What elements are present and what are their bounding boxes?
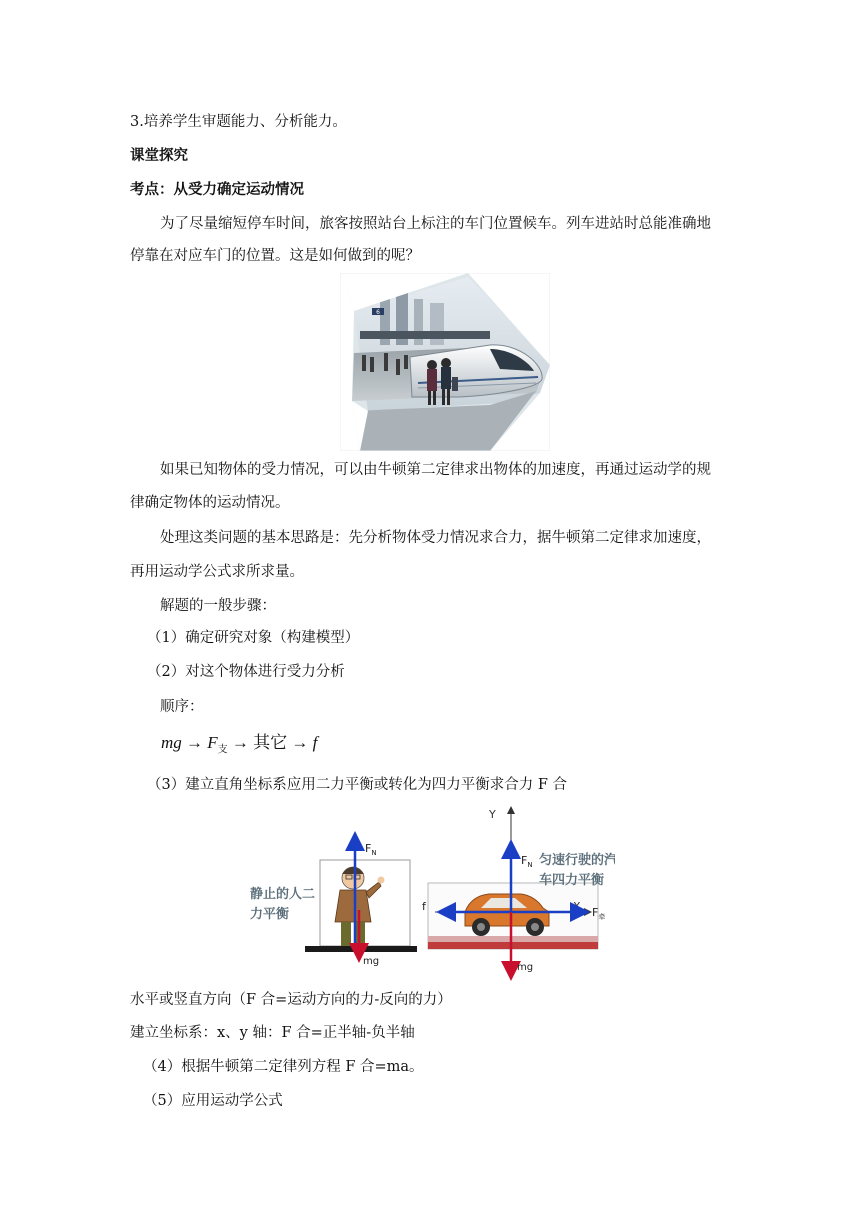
step-4: （4）根据牛顿第二定律列方程 F 合=ma。: [143, 1059, 424, 1075]
formula-arrow-1: →: [186, 733, 204, 752]
formula-friction: f: [312, 733, 318, 752]
car-fn-label: $F_N$: [521, 854, 533, 869]
formula-f-support: F: [207, 733, 218, 752]
paragraph-1-line-1: 为了尽量缩短停车时间，旅客按照站台上标注的车门位置候车。列车进站时总能准确地: [160, 216, 711, 232]
car-traction-label: $F_牵$: [592, 906, 606, 921]
force-order-formula: [161, 733, 317, 760]
platform-sign: 6: [376, 309, 380, 316]
paragraph-1-line-2: 停靠在对应车门的位置。这是如何做到的呢？: [130, 248, 420, 264]
paragraph-3-line-1: 处理这类问题的基本思路是：先分析物体受力情况求合力，据牛顿第二定律求加速度，: [160, 530, 711, 546]
person-caption-line-2: 力平衡: [250, 907, 290, 922]
car-caption-line-1: 匀速行驶的汽: [539, 853, 615, 868]
step-3: （3）建立直角坐标系应用二力平衡或转化为四力平衡求合力 F 合: [147, 777, 568, 793]
formula-arrow-2: →: [231, 733, 249, 752]
paragraph-2-line-1: 如果已知物体的受力情况，可以由牛顿第二定律求出物体的加速度，再通过运动学的规: [160, 462, 711, 478]
person-caption-line-1: 静止的人二: [250, 887, 316, 902]
car-f-label: f: [422, 900, 426, 913]
y-axis-label: Y: [489, 808, 496, 821]
person-mg-label: mg: [363, 956, 380, 967]
car-caption-line-2: 车四力平衡: [539, 873, 605, 888]
formula-arrow-3: →: [291, 733, 309, 752]
formula-other: 其它: [253, 733, 288, 752]
force-balance-diagram: [245, 800, 615, 985]
order-label: 顺序：: [160, 699, 204, 715]
section-heading: 课堂探究: [130, 147, 188, 164]
direction-line: 水平或竖直方向（F 合=运动方向的力-反向的力）: [130, 992, 452, 1008]
person-fn-label: $F_N$: [365, 842, 377, 857]
standing-person-figure: [305, 860, 417, 952]
formula-f-support-sub: 支: [217, 744, 228, 756]
coordinate-line: 建立坐标系：x、y 轴：F 合=正半轴-负半轴: [130, 1025, 415, 1041]
x-axis-label: X: [573, 900, 581, 913]
paragraph-2-line-2: 律确定物体的运动情况。: [130, 495, 290, 511]
paragraph-3-line-2: 再用运动学公式求所求量。: [130, 564, 304, 580]
steps-title: 解题的一般步骤：: [160, 598, 276, 614]
formula-mg: mg: [161, 733, 182, 752]
car-mg-label: mg: [517, 962, 534, 973]
step-5: （5）应用运动学公式: [143, 1093, 283, 1109]
topic-heading: 考点：从受力确定运动情况: [130, 181, 304, 198]
train-station-photo: [340, 273, 550, 451]
moving-car-figure: [428, 883, 598, 949]
step-1: （1）确定研究对象（构建模型）: [147, 630, 360, 646]
goal-item-3: 3.培养学生审题能力、分析能力。: [130, 114, 347, 130]
step-2: （2）对这个物体进行受力分析: [147, 664, 345, 680]
